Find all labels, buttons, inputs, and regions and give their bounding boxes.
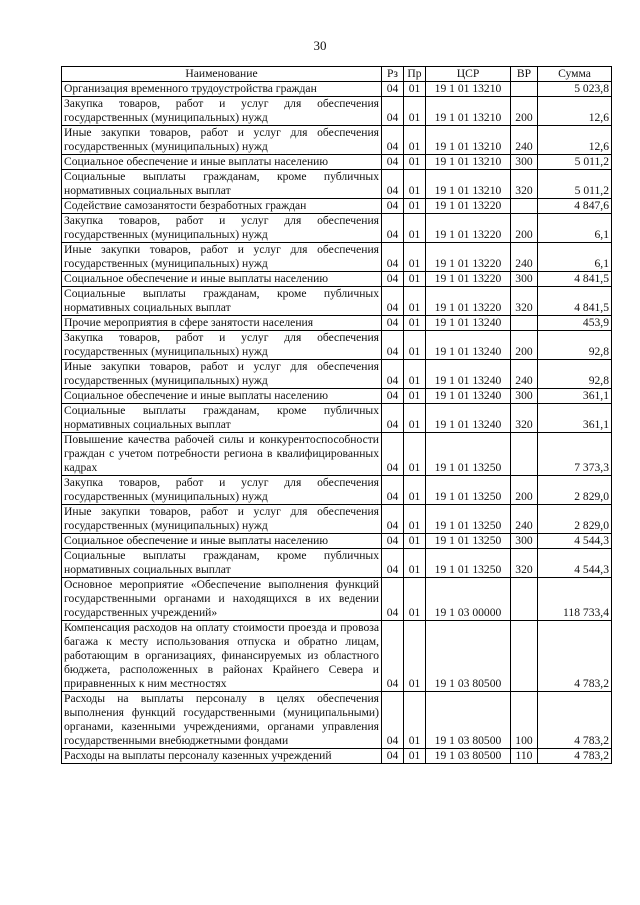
row-rz: 04 — [382, 505, 404, 534]
table-row — [62, 97, 612, 126]
row-pr: 01 — [404, 534, 426, 549]
row-amount: 4 544,3 — [538, 534, 612, 549]
row-csr: 19 1 03 80500 — [426, 621, 511, 692]
row-vr: 300 — [511, 272, 538, 287]
row-amount: 453,9 — [538, 316, 612, 331]
table-row — [62, 749, 612, 764]
table-row — [62, 360, 612, 389]
row-amount: 4 841,5 — [538, 272, 612, 287]
row-csr: 19 1 03 00000 — [426, 578, 511, 621]
row-csr: 19 1 01 13250 — [426, 549, 511, 578]
table-row — [62, 243, 612, 272]
row-amount: 5 011,2 — [538, 155, 612, 170]
row-rz: 04 — [382, 549, 404, 578]
row-amount: 92,8 — [538, 331, 612, 360]
table-row — [62, 476, 612, 505]
row-rz: 04 — [382, 578, 404, 621]
row-rz: 04 — [382, 214, 404, 243]
row-pr: 01 — [404, 433, 426, 476]
row-csr: 19 1 01 13240 — [426, 316, 511, 331]
row-amount: 2 829,0 — [538, 476, 612, 505]
row-name: Закупка товаров, работ и услуг для обеспечения государственных (муниципальных) нужд — [62, 97, 382, 126]
row-vr: 100 — [511, 692, 538, 749]
row-amount: 92,8 — [538, 360, 612, 389]
row-rz: 04 — [382, 126, 404, 155]
row-csr: 19 1 01 13210 — [426, 97, 511, 126]
row-name: Расходы на выплаты персоналу казенных учреждений — [62, 749, 382, 764]
row-pr: 01 — [404, 578, 426, 621]
row-rz: 04 — [382, 692, 404, 749]
row-pr: 01 — [404, 126, 426, 155]
row-pr: 01 — [404, 170, 426, 199]
col-header-pr: Пр — [404, 67, 426, 82]
row-name: Социальное обеспечение и иные выплаты населению — [62, 534, 382, 549]
row-vr — [511, 621, 538, 692]
row-name: Социальное обеспечение и иные выплаты населению — [62, 389, 382, 404]
row-pr: 01 — [404, 199, 426, 214]
row-rz: 04 — [382, 287, 404, 316]
table-row — [62, 433, 612, 476]
row-vr — [511, 433, 538, 476]
row-vr: 200 — [511, 476, 538, 505]
table-row — [62, 316, 612, 331]
row-rz: 04 — [382, 243, 404, 272]
row-vr: 240 — [511, 360, 538, 389]
table-row — [62, 214, 612, 243]
row-rz: 04 — [382, 476, 404, 505]
table-row — [62, 155, 612, 170]
table-row — [62, 549, 612, 578]
row-pr: 01 — [404, 549, 426, 578]
row-amount: 4 841,5 — [538, 287, 612, 316]
table-row — [62, 331, 612, 360]
row-rz: 04 — [382, 155, 404, 170]
row-csr: 19 1 01 13250 — [426, 433, 511, 476]
table-row — [62, 578, 612, 621]
row-csr: 19 1 01 13220 — [426, 199, 511, 214]
row-vr: 320 — [511, 170, 538, 199]
row-name: Повышение качества рабочей силы и конкурентоспособности граждан с учетом потребности региона в квалифицированных кадрах — [62, 433, 382, 476]
row-pr: 01 — [404, 97, 426, 126]
row-csr: 19 1 01 13210 — [426, 170, 511, 199]
row-amount: 4 783,2 — [538, 692, 612, 749]
row-amount: 5 011,2 — [538, 170, 612, 199]
row-amount: 12,6 — [538, 126, 612, 155]
row-name: Организация временного трудоустройства граждан — [62, 82, 382, 97]
row-csr: 19 1 01 13240 — [426, 331, 511, 360]
col-header-name: Наименование — [62, 67, 382, 82]
row-pr: 01 — [404, 331, 426, 360]
col-header-vr: ВР — [511, 67, 538, 82]
row-name: Социальные выплаты гражданам, кроме публичных нормативных социальных выплат — [62, 170, 382, 199]
row-name: Социальные выплаты гражданам, кроме публичных нормативных социальных выплат — [62, 549, 382, 578]
table-row — [62, 534, 612, 549]
row-rz: 04 — [382, 331, 404, 360]
table-row — [62, 505, 612, 534]
row-vr: 240 — [511, 505, 538, 534]
row-name: Иные закупки товаров, работ и услуг для обеспечения государственных (муниципальных) нужд — [62, 360, 382, 389]
row-amount: 4 544,3 — [538, 549, 612, 578]
row-amount: 5 023,8 — [538, 82, 612, 97]
row-vr — [511, 199, 538, 214]
row-amount: 12,6 — [538, 97, 612, 126]
row-rz: 04 — [382, 749, 404, 764]
row-name: Социальные выплаты гражданам, кроме публичных нормативных социальных выплат — [62, 404, 382, 433]
row-csr: 19 1 01 13240 — [426, 389, 511, 404]
row-amount: 6,1 — [538, 243, 612, 272]
row-csr: 19 1 01 13250 — [426, 534, 511, 549]
row-pr: 01 — [404, 287, 426, 316]
row-vr — [511, 316, 538, 331]
row-amount: 4 783,2 — [538, 621, 612, 692]
row-name: Компенсация расходов на оплату стоимости проезда и провоза багажа к месту использования отпуска и обратно лицам, работающим в организациях, финансируемых из областного бюджета, расположенных в районах Крайнего Севера и приравненных к ним местностях — [62, 621, 382, 692]
row-name: Расходы на выплаты персоналу в целях обеспечения выполнения функций государственными (муниципальными) органами, казенными учреждениями, органами управления государственными внебюджетными фондами — [62, 692, 382, 749]
row-name: Закупка товаров, работ и услуг для обеспечения государственных (муниципальных) нужд — [62, 476, 382, 505]
row-amount: 2 829,0 — [538, 505, 612, 534]
table-row — [62, 692, 612, 749]
row-rz: 04 — [382, 433, 404, 476]
row-name: Прочие мероприятия в сфере занятости населения — [62, 316, 382, 331]
row-csr: 19 1 01 13220 — [426, 243, 511, 272]
row-amount: 6,1 — [538, 214, 612, 243]
row-csr: 19 1 03 80500 — [426, 749, 511, 764]
row-pr: 01 — [404, 82, 426, 97]
row-name: Основное мероприятие «Обеспечение выполнения функций государственными органами и находящихся в их ведении государственных учреждений» — [62, 578, 382, 621]
row-rz: 04 — [382, 404, 404, 433]
row-csr: 19 1 01 13210 — [426, 126, 511, 155]
row-csr: 19 1 01 13220 — [426, 214, 511, 243]
row-vr: 320 — [511, 287, 538, 316]
row-name: Иные закупки товаров, работ и услуг для обеспечения государственных (муниципальных) нужд — [62, 505, 382, 534]
table-row — [62, 287, 612, 316]
row-rz: 04 — [382, 82, 404, 97]
row-rz: 04 — [382, 97, 404, 126]
row-csr: 19 1 01 13210 — [426, 155, 511, 170]
row-name: Иные закупки товаров, работ и услуг для обеспечения государственных (муниципальных) нужд — [62, 126, 382, 155]
table-row — [62, 272, 612, 287]
row-amount: 4 847,6 — [538, 199, 612, 214]
table-row — [62, 389, 612, 404]
budget-table — [61, 66, 612, 764]
page-number: 30 — [313, 38, 327, 53]
table-row — [62, 621, 612, 692]
row-csr: 19 1 01 13250 — [426, 476, 511, 505]
row-vr: 300 — [511, 155, 538, 170]
row-vr: 200 — [511, 97, 538, 126]
row-rz: 04 — [382, 170, 404, 199]
row-amount: 361,1 — [538, 389, 612, 404]
row-pr: 01 — [404, 243, 426, 272]
table-header-row — [62, 67, 612, 82]
row-name: Закупка товаров, работ и услуг для обеспечения государственных (муниципальных) нужд — [62, 214, 382, 243]
row-pr: 01 — [404, 272, 426, 287]
row-csr: 19 1 01 13240 — [426, 360, 511, 389]
row-pr: 01 — [404, 155, 426, 170]
row-csr: 19 1 01 13220 — [426, 287, 511, 316]
row-vr: 200 — [511, 214, 538, 243]
row-pr: 01 — [404, 404, 426, 433]
row-rz: 04 — [382, 316, 404, 331]
row-vr: 240 — [511, 126, 538, 155]
row-name: Социальное обеспечение и иные выплаты населению — [62, 155, 382, 170]
col-header-sum: Сумма — [538, 67, 612, 82]
row-amount: 118 733,4 — [538, 578, 612, 621]
row-vr — [511, 82, 538, 97]
row-vr: 200 — [511, 331, 538, 360]
row-csr: 19 1 01 13220 — [426, 272, 511, 287]
row-csr: 19 1 01 13210 — [426, 82, 511, 97]
row-vr: 300 — [511, 389, 538, 404]
table-row — [62, 82, 612, 97]
row-amount: 361,1 — [538, 404, 612, 433]
row-name: Социальное обеспечение и иные выплаты населению — [62, 272, 382, 287]
col-header-csr: ЦСР — [426, 67, 511, 82]
row-pr: 01 — [404, 621, 426, 692]
row-rz: 04 — [382, 621, 404, 692]
row-pr: 01 — [404, 389, 426, 404]
row-pr: 01 — [404, 316, 426, 331]
row-rz: 04 — [382, 360, 404, 389]
table-row — [62, 170, 612, 199]
row-vr: 240 — [511, 243, 538, 272]
row-name: Иные закупки товаров, работ и услуг для обеспечения государственных (муниципальных) нужд — [62, 243, 382, 272]
row-vr: 300 — [511, 534, 538, 549]
row-vr: 320 — [511, 549, 538, 578]
table-row — [62, 126, 612, 155]
row-pr: 01 — [404, 749, 426, 764]
row-rz: 04 — [382, 272, 404, 287]
row-pr: 01 — [404, 360, 426, 389]
table-row — [62, 404, 612, 433]
col-header-rz: Рз — [382, 67, 404, 82]
row-pr: 01 — [404, 505, 426, 534]
row-amount: 7 373,3 — [538, 433, 612, 476]
row-csr: 19 1 01 13250 — [426, 505, 511, 534]
row-vr: 320 — [511, 404, 538, 433]
row-csr: 19 1 03 80500 — [426, 692, 511, 749]
row-pr: 01 — [404, 214, 426, 243]
row-vr — [511, 578, 538, 621]
row-pr: 01 — [404, 692, 426, 749]
row-rz: 04 — [382, 199, 404, 214]
table-row — [62, 199, 612, 214]
row-name: Содействие самозанятости безработных граждан — [62, 199, 382, 214]
row-rz: 04 — [382, 389, 404, 404]
row-name: Социальные выплаты гражданам, кроме публичных нормативных социальных выплат — [62, 287, 382, 316]
row-csr: 19 1 01 13240 — [426, 404, 511, 433]
row-vr: 110 — [511, 749, 538, 764]
row-name: Закупка товаров, работ и услуг для обеспечения государственных (муниципальных) нужд — [62, 331, 382, 360]
row-amount: 4 783,2 — [538, 749, 612, 764]
row-rz: 04 — [382, 534, 404, 549]
row-pr: 01 — [404, 476, 426, 505]
